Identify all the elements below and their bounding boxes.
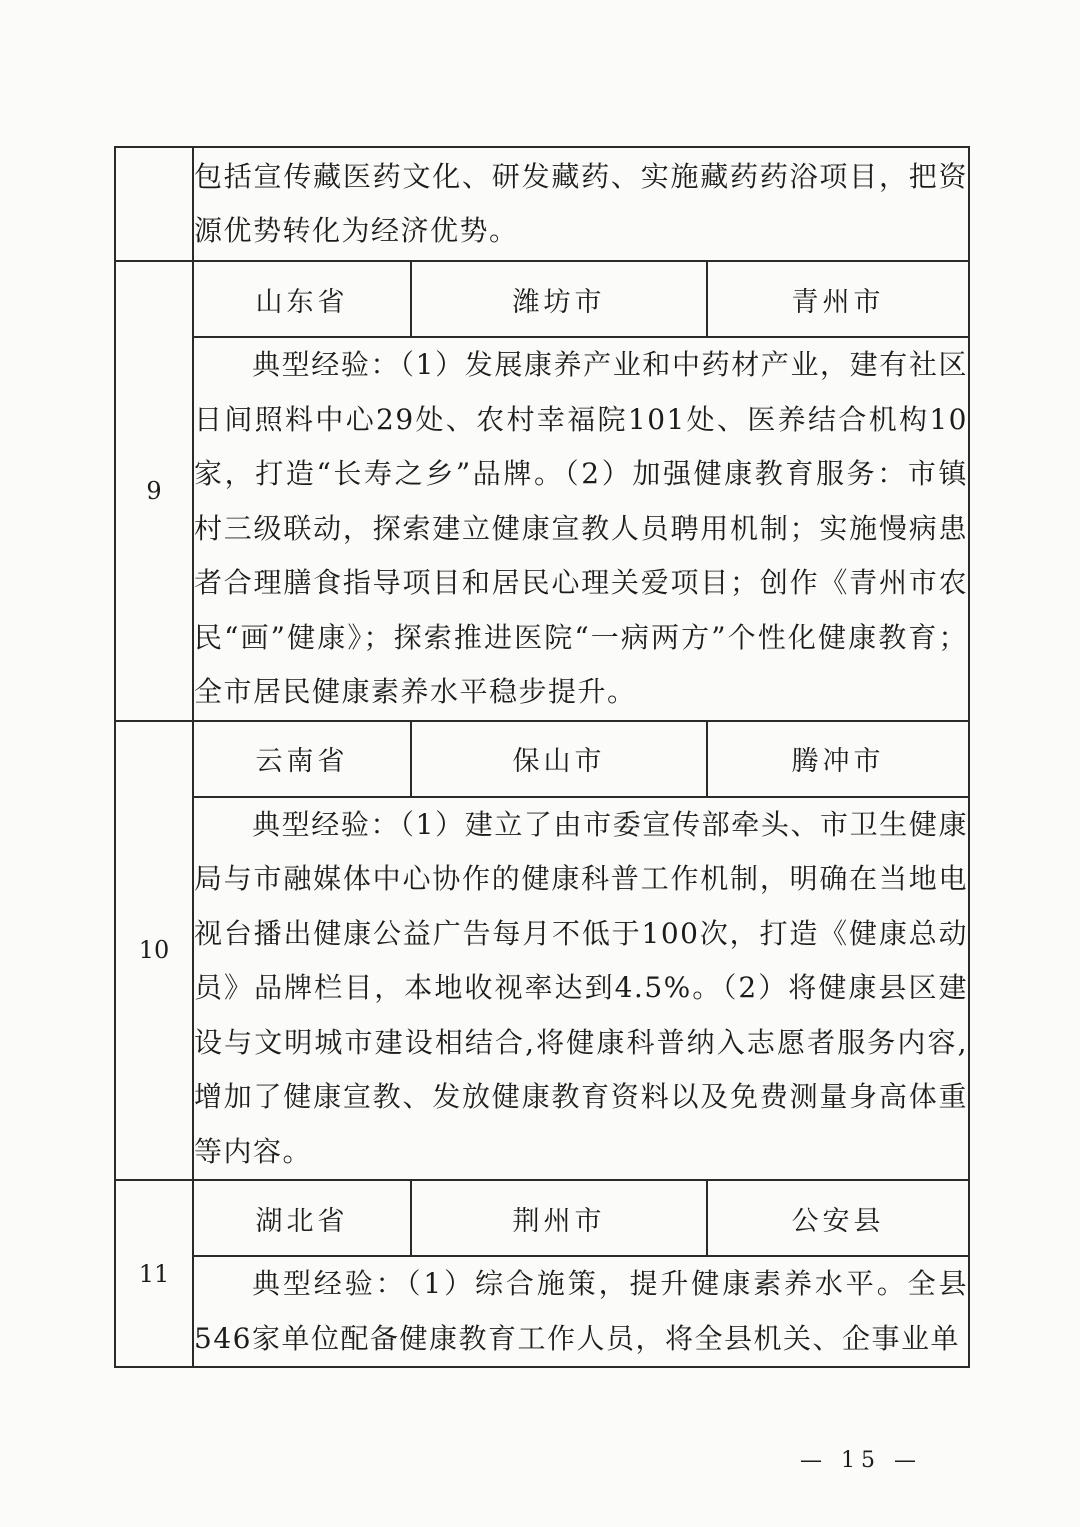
table-row — [115, 721, 969, 797]
county-cell: 腾冲市 — [707, 721, 969, 797]
table-row — [115, 337, 969, 721]
row-number: 10 — [115, 721, 193, 1181]
experience-text: 典型经验：（1）发展康养产业和中药材产业，建有社区日间照料中心29处、农村幸福院101处、医养结合机构10家，打造“长寿之乡”品牌。（2）加强健康教育服务：市镇村三级联动，探索建立健康宣教人员聘用机制；实施慢病患者合理膳食指导项目和居民心理关爱项目；创作《青州市农民“画”健康》；探索推进医院“一病两方”个性化健康教育；全市居民健康素养水平稳步提升。 — [193, 337, 969, 721]
table-row — [115, 1256, 969, 1367]
city-cell: 潍坊市 — [411, 261, 707, 337]
province-cell: 云南省 — [193, 721, 411, 797]
experience-table — [114, 146, 970, 1368]
table-row — [115, 147, 969, 261]
province-cell: 山东省 — [193, 261, 411, 337]
experience-text: 典型经验：（1）建立了由市委宣传部牵头、市卫生健康局与市融媒体中心协作的健康科普工作机制，明确在当地电视台播出健康公益广告每月不低于100次，打造《健康总动员》品牌栏目，本地收视率达到4.5%。（2）将健康县区建设与文明城市建设相结合,将健康科普纳入志愿者服务内容,增加了健康宣教、发放健康教育资料以及免费测量身高体重等内容。 — [193, 797, 969, 1181]
experience-text: 典型经验：（1）综合施策，提升健康素养水平。全县546家单位配备健康教育工作人员，将全县机关、企事业单 — [193, 1256, 969, 1367]
county-cell: 公安县 — [707, 1180, 969, 1256]
row-number: 11 — [115, 1180, 193, 1367]
experience-text: 包括宣传藏医药文化、研发藏药、实施藏药药浴项目，把资源优势转化为经济优势。 — [193, 147, 969, 261]
table-row — [115, 261, 969, 337]
table-row — [115, 1180, 969, 1256]
row-number: 9 — [115, 261, 193, 721]
page-number: — 15 — — [800, 1448, 922, 1473]
county-cell: 青州市 — [707, 261, 969, 337]
row-number — [115, 147, 193, 261]
province-cell: 湖北省 — [193, 1180, 411, 1256]
table-row — [115, 797, 969, 1181]
city-cell: 保山市 — [411, 721, 707, 797]
city-cell: 荆州市 — [411, 1180, 707, 1256]
